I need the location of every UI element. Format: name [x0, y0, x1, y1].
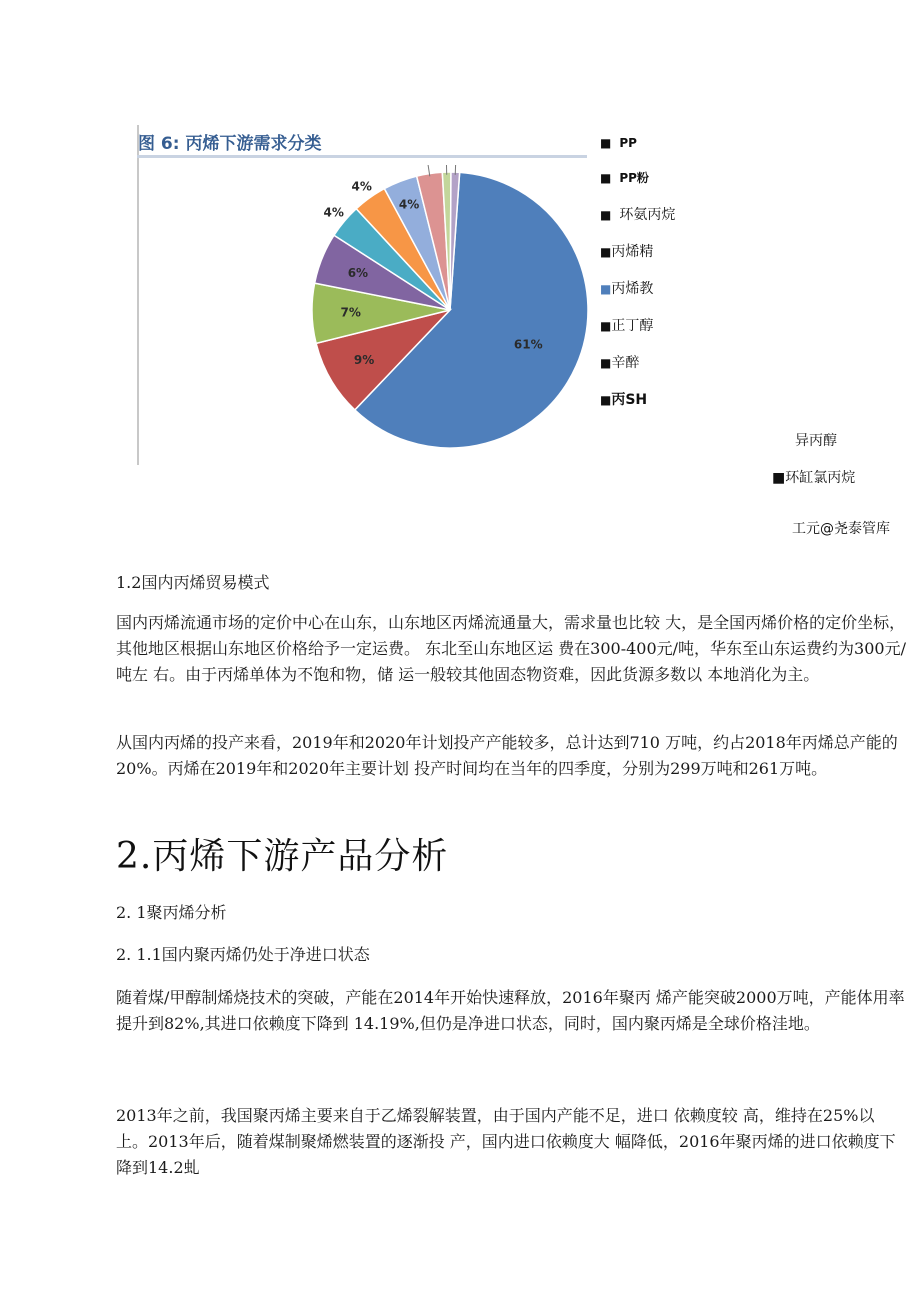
legend-label: 环氨丙烷	[619, 207, 676, 223]
slice-label-6: 4%	[398, 197, 420, 212]
section-heading: 1.2国内丙烯贸易模式	[116, 573, 270, 592]
figure-title: 图 6: 丙烯下游需求分类	[138, 134, 322, 154]
paragraph: 从国内丙烯的投产来看，2019年和2020年计划投产产能较多，总计达到710 万吨，约占2018年丙烯总产能的20%。丙烯在2019年和2020年主要计划 投产时间均在当年的四季度，分别为299万吨和261万吨。	[116, 733, 898, 778]
paragraph: 国内丙烯流通市场的定价中心在山东，山东地区丙烯流通量大，需求量也比较 大，是全国丙烯价格的定价坐标，其他地区根据山东地区价格给予一定运费。 东北至山东地区运 费在300-400元/吨，华东至山东运费约为300元/吨左 右。由于丙烯单体为不饱和物，储 运一般较其他固态物资难，因此货源多数以 本地消化为主。	[116, 613, 906, 684]
slice-label-5: 4%	[351, 179, 372, 194]
legend-item: ■丙烯精	[600, 244, 654, 260]
legend-item: ■丙SH	[600, 392, 648, 408]
legend-item: ■正丁醇	[600, 318, 654, 334]
legend-label: 丙烯精	[611, 244, 654, 260]
legend-label: 丙SH	[611, 392, 648, 408]
legend-label: PP	[619, 136, 637, 150]
legend-item: ■丙烯教	[600, 281, 654, 297]
section-heading: 2. 1聚丙烯分析	[116, 903, 227, 922]
legend-item: ■ PP粉	[600, 171, 649, 185]
legend-item-extra: ■环缸氯丙烷	[772, 470, 856, 486]
legend-label: 丙烯教	[611, 281, 654, 297]
pie-chart	[300, 165, 600, 470]
legend-label: PP粉	[619, 171, 649, 185]
slice-label-1: 9%	[353, 352, 375, 367]
legend-item: ■ 环氨丙烷	[600, 207, 676, 223]
paragraph: 随着煤/甲醇制烯烧技术的突破，产能在2014年开始快速释放，2016年聚丙 烯产能突破2000万吨，产能体用率提升到82%,其进口依赖度下降到 14.19%,但仍是净进口状态，同时，国内聚丙烯是全球价格洼地。	[116, 988, 905, 1033]
subsection-heading: 2. 1.1国内聚丙烯仍处于净进口状态	[116, 945, 370, 964]
slice-label-2: 7%	[340, 305, 361, 320]
legend-item: ■ PP	[600, 136, 637, 150]
legend-item: ■辛醉	[600, 355, 640, 371]
chapter-heading: 2.丙烯下游产品分析	[116, 836, 449, 877]
figure-source: 工元@尧泰管库	[792, 521, 890, 537]
slice-label-4: 4%	[323, 205, 344, 220]
paragraph: 2013年之前，我国聚丙烯主要来自于乙烯裂解装置，由于国内产能不足，进口 依赖度较 高，维持在25%以上。2013年后，随着煤制聚烯燃装置的逐渐投 产，国内进口依赖度大 幅降低，2016年聚丙烯的进口依赖度下降到14.2虬	[116, 1106, 896, 1177]
legend-item-extra: 异丙醇	[795, 433, 837, 449]
legend-label: 正丁醇	[611, 318, 654, 334]
slice-label-0: 61%	[513, 337, 543, 352]
slice-label-3: 6%	[347, 265, 369, 280]
leader-line-9	[455, 165, 456, 175]
legend-label: 辛醉	[611, 355, 640, 371]
